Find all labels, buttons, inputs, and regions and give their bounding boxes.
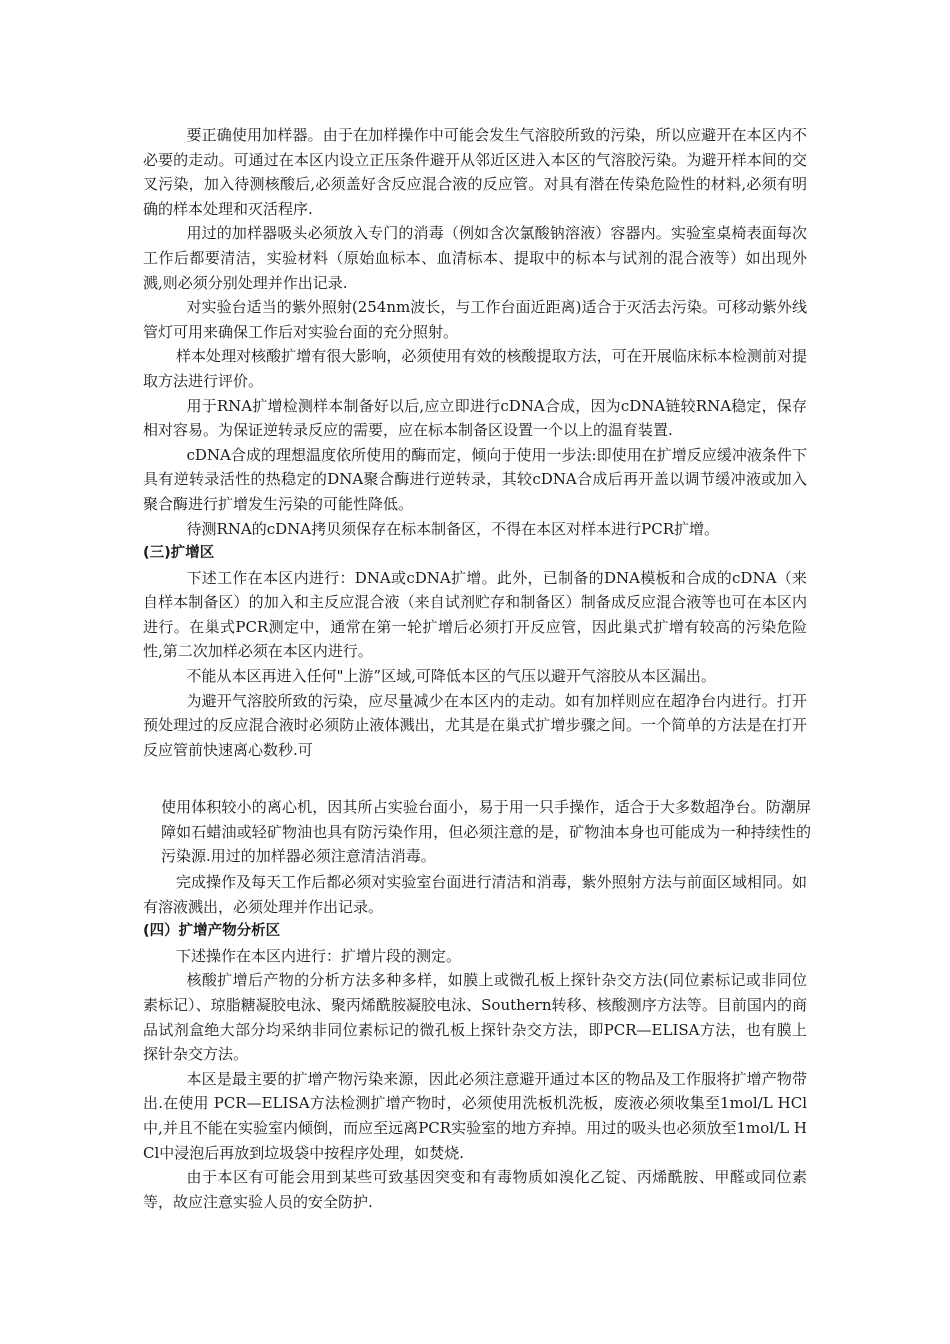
paragraph: 完成操作及每天工作后都必须对实验室台面进行清洁和消毒，紫外照射方法与前面区域相同。如有溶液溅出，必须处理并作出记录。 bbox=[143, 873, 807, 916]
paragraph: 不能从本区再进入任何"上游”区域,可降低本区的气压以避开气溶胶从本区漏出。 bbox=[186, 667, 716, 686]
section-heading-amplification: (三)扩增区 bbox=[143, 545, 215, 562]
paragraph: 对实验台适当的紫外照射(254nm波长，与工作台面近距离)适合于灭活去污染。可移动紫外线管灯可用来确保工作后对实验台面的充分照射。 bbox=[143, 298, 807, 341]
paragraph: 下述操作在本区内进行：扩增片段的测定。 bbox=[176, 946, 462, 965]
section-specimen-prep bbox=[143, 123, 807, 762]
paragraph: 样本处理对核酸扩增有很大影响，必须使用有效的核酸提取方法，可在开展临床标本检测前对提取方法进行评价。 bbox=[143, 347, 807, 390]
paragraph: 核酸扩增后产物的分析方法多种多样，如膜上或微孔板上探针杂交方法(同位素标记或非同位素标记）、琼脂糖凝胶电泳、聚丙烯酰胺凝胶电泳、Southern转移、核酸测序方法等。目前国内的商品试剂盒绝大部分均采纳非同位素标记的微孔板上探针杂交方法，即PCR—ELISA方法，也有膜上探针杂交方法。 bbox=[143, 971, 807, 1064]
paragraph: 本区是最主要的扩增产物污染来源，因此必须注意避开通过本区的物品及工作服将扩增产物带出.在使用 PCR—ELISA方法检测扩增产物时，必须使用洗板机洗板，废液必须收集至1mol/L HCl中,并且不能在实验室内倾倒，而应至远离PCR实验室的地方弃掉。用过的吸头也必须放至1mol/L HCl中浸泡后再放到垃圾袋中按程序处理，如焚烧. bbox=[143, 1069, 807, 1162]
section-amplification-closing bbox=[143, 870, 807, 1214]
paragraph: 下述工作在本区内进行：DNA或cDNA扩增。此外，已制备的DNA模板和合成的cDNA（来自样本制备区）的加入和主反应混合液（来自试剂贮存和制备区）制备成反应混合液等也可在本区内进行。在巢式PCR测定中，通常在第一轮扩增后必须打开反应管，因此巢式扩增有较高的污染危险性,第二次加样必须在本区内进行。 bbox=[143, 568, 807, 661]
paragraph: 待测RNA的cDNA拷贝须保存在标本制备区，不得在本区对样本进行PCR扩增。 bbox=[186, 519, 720, 538]
section-heading-product-analysis: (四）扩增产物分析区 bbox=[143, 923, 281, 940]
section-amplification-continued bbox=[143, 795, 811, 869]
paragraph: cDNA合成的理想温度依所使用的酶而定，倾向于使用一步法:即使用在扩增反应缓冲液条件下具有逆转录活性的热稳定的DNA聚合酶进行逆转录，其较cDNA合成后再开盖以调节缓冲液或加入聚合酶进行扩增发生污染的可能性降低。 bbox=[143, 445, 807, 513]
paragraph: 为避开气溶胶所致的污染，应尽量减少在本区内的走动。如有加样则应在超净台内进行。打开预处理过的反应混合液时必须防止液体溅出，尤其是在巢式扩增步骤之间。一个简单的方法是在打开反应管前快速离心数秒.可 bbox=[143, 691, 807, 759]
paragraph: 用过的加样器吸头必须放入专门的消毒（例如含次氯酸钠溶液）容器内。实验室桌椅表面每次工作后都要清洁，实验材料（原始血标本、血清标本、提取中的标本与试剂的混合液等）如出现外溅,则必须分别处理并作出记录. bbox=[143, 224, 807, 292]
paragraph: 由于本区有可能会用到某些可致基因突变和有毒物质如溴化乙锭、丙烯酰胺、甲醛或同位素等，故应注意实验人员的安全防护. bbox=[143, 1168, 807, 1211]
paragraph: 使用体积较小的离心机，因其所占实验台面小，易于用一只手操作，适合于大多数超净台。防潮屏障如石蜡油或轻矿物油也具有防污染作用，但必须注意的是，矿物油本身也可能成为一种持续性的污染源.用过的加样器必须注意清洁消毒。 bbox=[161, 798, 811, 866]
paragraph: 要正确使用加样器。由于在加样操作中可能会发生气溶胶所致的污染，所以应避开在本区内不必要的走动。可通过在本区内设立正压条件避开从邻近区进入本区的气溶胶污染。为避开样本间的交叉污染，加入待测核酸后,必须盖好含反应混合液的反应管。对具有潜在传染危险性的材料,必须有明确的样本处理和灭活程序. bbox=[143, 126, 807, 218]
paragraph: 用于RNA扩增检测样本制备好以后,应立即进行cDNA合成，因为cDNA链较RNA稳定，保存相对容易。为保证逆转录反应的需要，应在标本制备区设置一个以上的温育装置. bbox=[143, 396, 807, 440]
